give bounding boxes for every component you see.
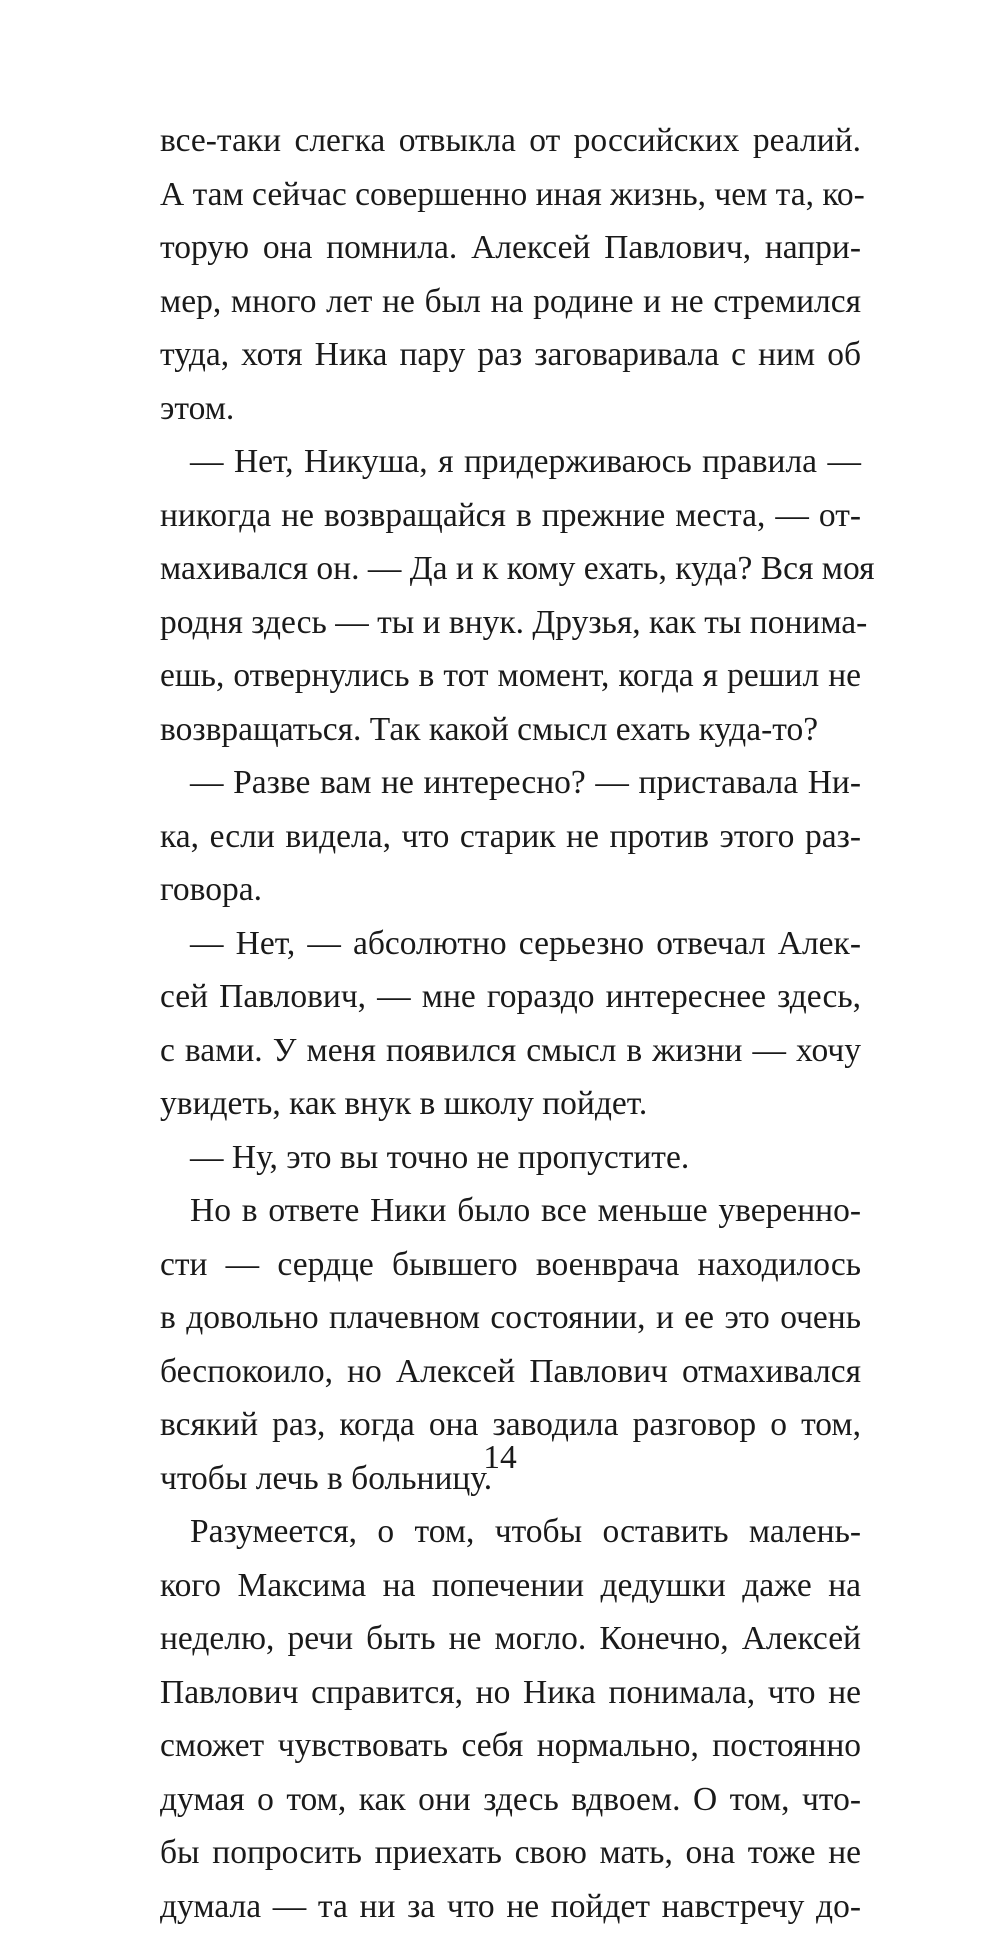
text-line: беспокоило, но Алексей Павлович отмахивался xyxy=(160,1345,861,1399)
text-line: этом. xyxy=(160,382,861,436)
text-line: говора. xyxy=(160,863,861,917)
text-line: ешь, отвернулись в тот момент, когда я решил не xyxy=(160,649,861,703)
text-line: увидеть, как внук в школу пойдет. xyxy=(160,1077,861,1131)
text-line: А там сейчас совершенно иная жизнь, чем та, ко- xyxy=(160,168,861,222)
text-line: сможет чувствовать себя нормально, постоянно xyxy=(160,1719,861,1773)
text-line: возвращаться. Так какой смысл ехать куда-то? xyxy=(160,703,861,757)
text-line: в довольно плачевном состоянии, и ее это очень xyxy=(160,1291,861,1345)
text-line: родня здесь — ты и внук. Друзья, как ты понима- xyxy=(160,596,861,650)
text-line: все-таки слегка отвыкла от российских реалий. xyxy=(160,114,861,168)
page-number: 14 xyxy=(0,1433,1000,1483)
text-line: туда, хотя Ника пару раз заговаривала с ним об xyxy=(160,328,861,382)
text-line: думала — та ни за что не пойдет навстречу до- xyxy=(160,1880,861,1933)
text-line: — Нет, — абсолютно серьезно отвечал Алек- xyxy=(160,917,861,971)
text-line: — Разве вам не интересно? — приставала Ни- xyxy=(160,756,861,810)
text-line: ка, если видела, что старик не против этого раз- xyxy=(160,810,861,864)
text-line: Павлович справится, но Ника понимала, что не xyxy=(160,1666,861,1720)
text-line: Разумеется, о том, чтобы оставить малень- xyxy=(160,1505,861,1559)
text-line: никогда не возвращайся в прежние места, — от- xyxy=(160,489,861,543)
text-line: с вами. У меня появился смысл в жизни — хочу xyxy=(160,1024,861,1078)
text-line: сти — сердце бывшего военврача находилось xyxy=(160,1238,861,1292)
text-line: — Нет, Никуша, я придерживаюсь правила — xyxy=(160,435,861,489)
text-line: Но в ответе Ники было все меньше уверенно- xyxy=(160,1184,861,1238)
text-line: — Ну, это вы точно не пропустите. xyxy=(160,1131,861,1185)
text-line: всякий раз, когда она заводила разговор о том, xyxy=(160,1398,861,1452)
text-line: махивался он. — Да и к кому ехать, куда? Вся моя xyxy=(160,542,861,596)
text-line: неделю, речи быть не могло. Конечно, Алексей xyxy=(160,1612,861,1666)
text-line: торую она помнила. Алексей Павлович, напри- xyxy=(160,221,861,275)
text-line: чтобы лечь в больницу. xyxy=(160,1452,861,1506)
page-body-text xyxy=(160,114,861,1933)
text-line: бы попросить приехать свою мать, она тоже не xyxy=(160,1826,861,1880)
text-line: кого Максима на попечении дедушки даже на xyxy=(160,1559,861,1613)
text-line: мер, много лет не был на родине и не стремился xyxy=(160,275,861,329)
text-line: думая о том, как они здесь вдвоем. О том, что- xyxy=(160,1773,861,1827)
text-line: сей Павлович, — мне гораздо интереснее здесь, xyxy=(160,970,861,1024)
